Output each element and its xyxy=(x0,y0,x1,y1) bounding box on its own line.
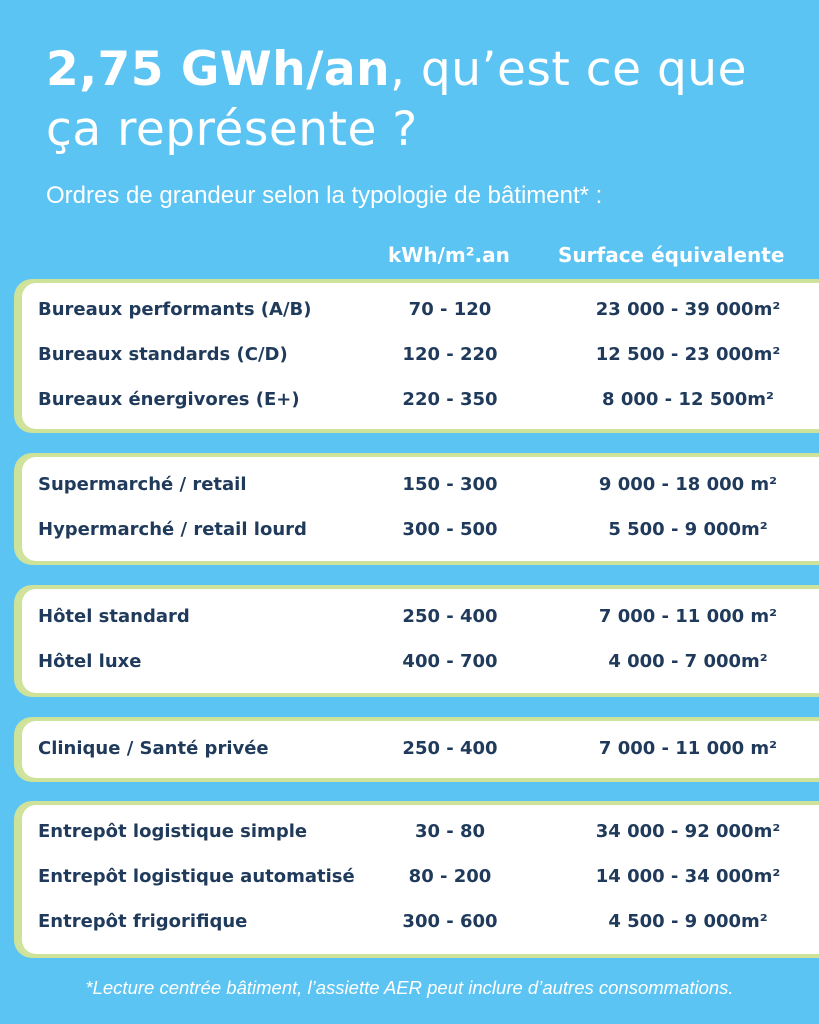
row-label: Hôtel luxe xyxy=(38,651,142,672)
row-kwh: 150 - 300 xyxy=(402,474,498,495)
page-subtitle: Ordres de grandeur selon la typologie de bâtiment* : xyxy=(46,182,603,209)
row-kwh: 80 - 200 xyxy=(408,866,492,887)
row-label: Hôtel standard xyxy=(38,606,190,627)
table-row xyxy=(18,474,818,504)
row-kwh: 70 - 120 xyxy=(408,299,492,320)
row-label: Entrepôt logistique automatisé xyxy=(38,866,355,887)
column-header-surface: Surface équivalente xyxy=(558,243,785,267)
table-row xyxy=(18,299,818,329)
table-row xyxy=(18,389,818,419)
row-kwh: 120 - 220 xyxy=(402,344,498,365)
title-highlight: 2,75 GWh/an xyxy=(46,42,391,97)
row-kwh: 30 - 80 xyxy=(414,821,486,842)
row-label: Entrepôt logistique simple xyxy=(38,821,308,842)
table-card-bureaux xyxy=(14,279,819,433)
row-label: Bureaux performants (A/B) xyxy=(38,299,312,320)
row-label: Entrepôt frigorifique xyxy=(38,911,248,932)
row-label: Hypermarché / retail lourd xyxy=(38,519,307,540)
table-row xyxy=(18,606,818,636)
table-row xyxy=(18,519,818,549)
table-card-clinique xyxy=(14,717,819,782)
page-title xyxy=(46,40,786,160)
row-surface: 4 500 - 9 000m² xyxy=(608,911,768,932)
row-label: Supermarché / retail xyxy=(38,474,247,495)
row-kwh: 300 - 500 xyxy=(402,519,498,540)
row-kwh: 400 - 700 xyxy=(402,651,498,672)
table-row xyxy=(18,738,818,768)
table-row xyxy=(18,911,818,941)
table-row xyxy=(18,651,818,681)
row-kwh: 250 - 400 xyxy=(402,606,498,627)
table-row xyxy=(18,866,818,896)
row-label: Bureaux standards (C/D) xyxy=(38,344,288,365)
row-surface: 12 500 - 23 000m² xyxy=(595,344,781,365)
row-surface: 23 000 - 39 000m² xyxy=(595,299,781,320)
row-kwh: 300 - 600 xyxy=(402,911,498,932)
row-label: Bureaux énergivores (E+) xyxy=(38,389,300,410)
table-card-entrepots xyxy=(14,801,819,958)
row-surface: 4 000 - 7 000m² xyxy=(608,651,768,672)
row-surface: 8 000 - 12 500m² xyxy=(602,389,774,410)
row-label: Clinique / Santé privée xyxy=(38,738,269,759)
table-card-hotels xyxy=(14,585,819,697)
row-surface: 34 000 - 92 000m² xyxy=(595,821,781,842)
row-surface: 5 500 - 9 000m² xyxy=(608,519,768,540)
row-surface: 7 000 - 11 000 m² xyxy=(598,738,778,759)
table-card-retail xyxy=(14,453,819,565)
row-kwh: 250 - 400 xyxy=(402,738,498,759)
column-header-kwh: kWh/m².an xyxy=(388,243,510,267)
title-rest: , qu’est ce que ça représente ? xyxy=(46,42,747,157)
row-surface: 9 000 - 18 000 m² xyxy=(598,474,778,495)
row-surface: 14 000 - 34 000m² xyxy=(595,866,781,887)
table-row xyxy=(18,344,818,374)
row-kwh: 220 - 350 xyxy=(402,389,498,410)
row-surface: 7 000 - 11 000 m² xyxy=(598,606,778,627)
footnote: *Lecture centrée bâtiment, l’assiette AER peut inclure d’autres consommations. xyxy=(85,977,734,998)
table-row xyxy=(18,821,818,851)
